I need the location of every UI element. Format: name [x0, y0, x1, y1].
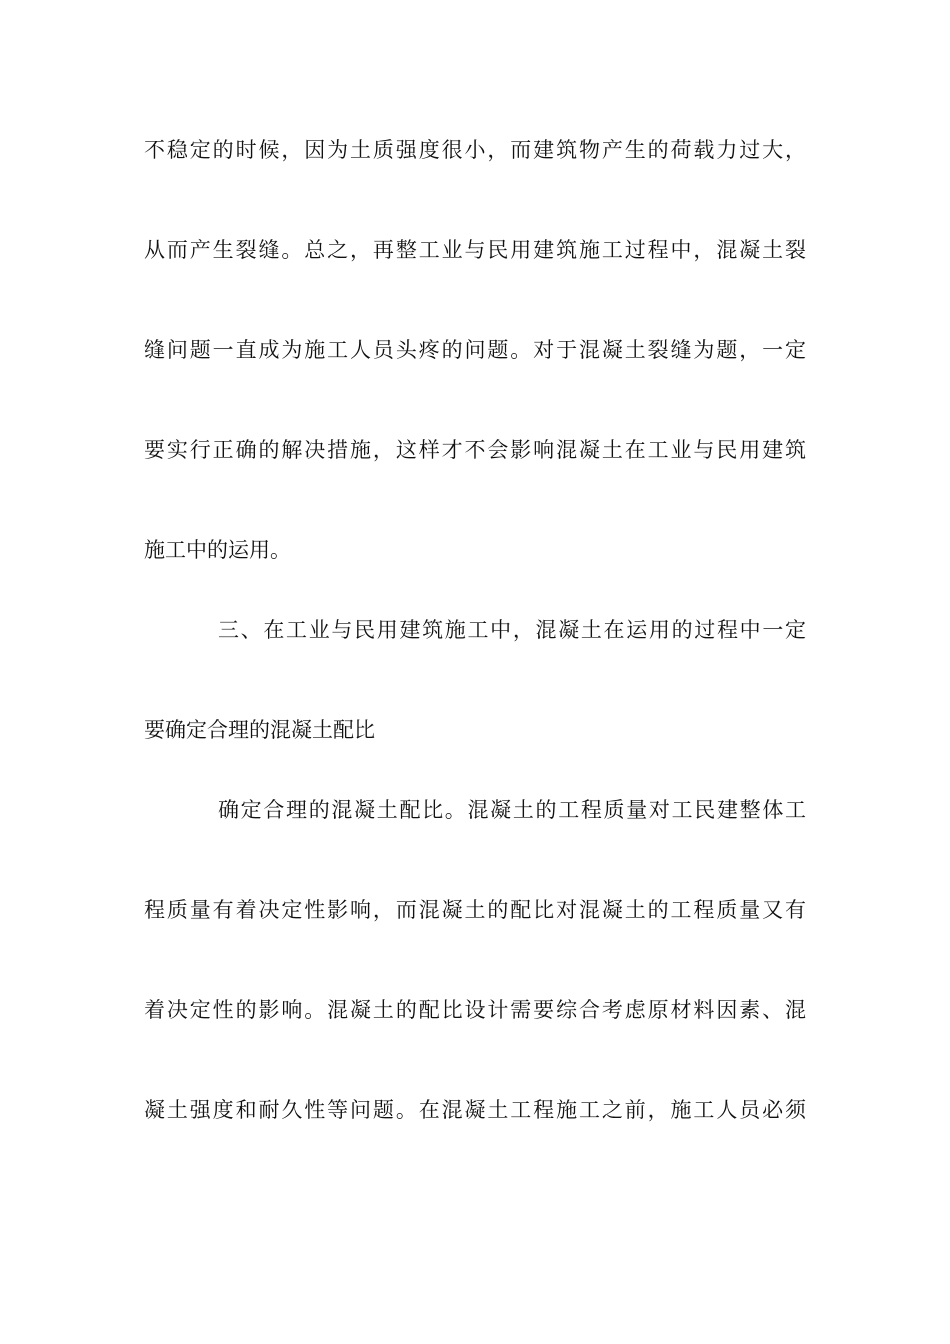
- paragraph-line: 确定合理的混凝土配比。混凝土的工程质量对工民建整体工: [218, 798, 806, 822]
- paragraph-line: 要实行正确的解决措施，这样才不会影响混凝土在工业与民用建筑: [144, 438, 806, 462]
- paragraph-line: 程质量有着决定性影响，而混凝土的配比对混凝土的工程质量又有: [144, 898, 806, 922]
- paragraph-line: 凝土强度和耐久性等问题。在混凝土工程施工之前，施工人员必须: [144, 1098, 806, 1122]
- section-heading-line: 要确定合理的混凝土配比: [144, 718, 375, 742]
- paragraph-line: 缝问题一直成为施工人员头疼的问题。对于混凝土裂缝为题，一定: [144, 338, 806, 362]
- paragraph-line: 从而产生裂缝。总之，再整工业与民用建筑施工过程中，混凝土裂: [144, 238, 806, 262]
- paragraph-line: 不稳定的时候，因为土质强度很小，而建筑物产生的荷载力过大，: [144, 138, 806, 162]
- paragraph-line: 施工中的运用。: [144, 538, 291, 562]
- paragraph-line: 着决定性的影响。混凝土的配比设计需要综合考虑原材料因素、混: [144, 998, 806, 1022]
- section-heading-line: 三、在工业与民用建筑施工中，混凝土在运用的过程中一定: [218, 618, 806, 642]
